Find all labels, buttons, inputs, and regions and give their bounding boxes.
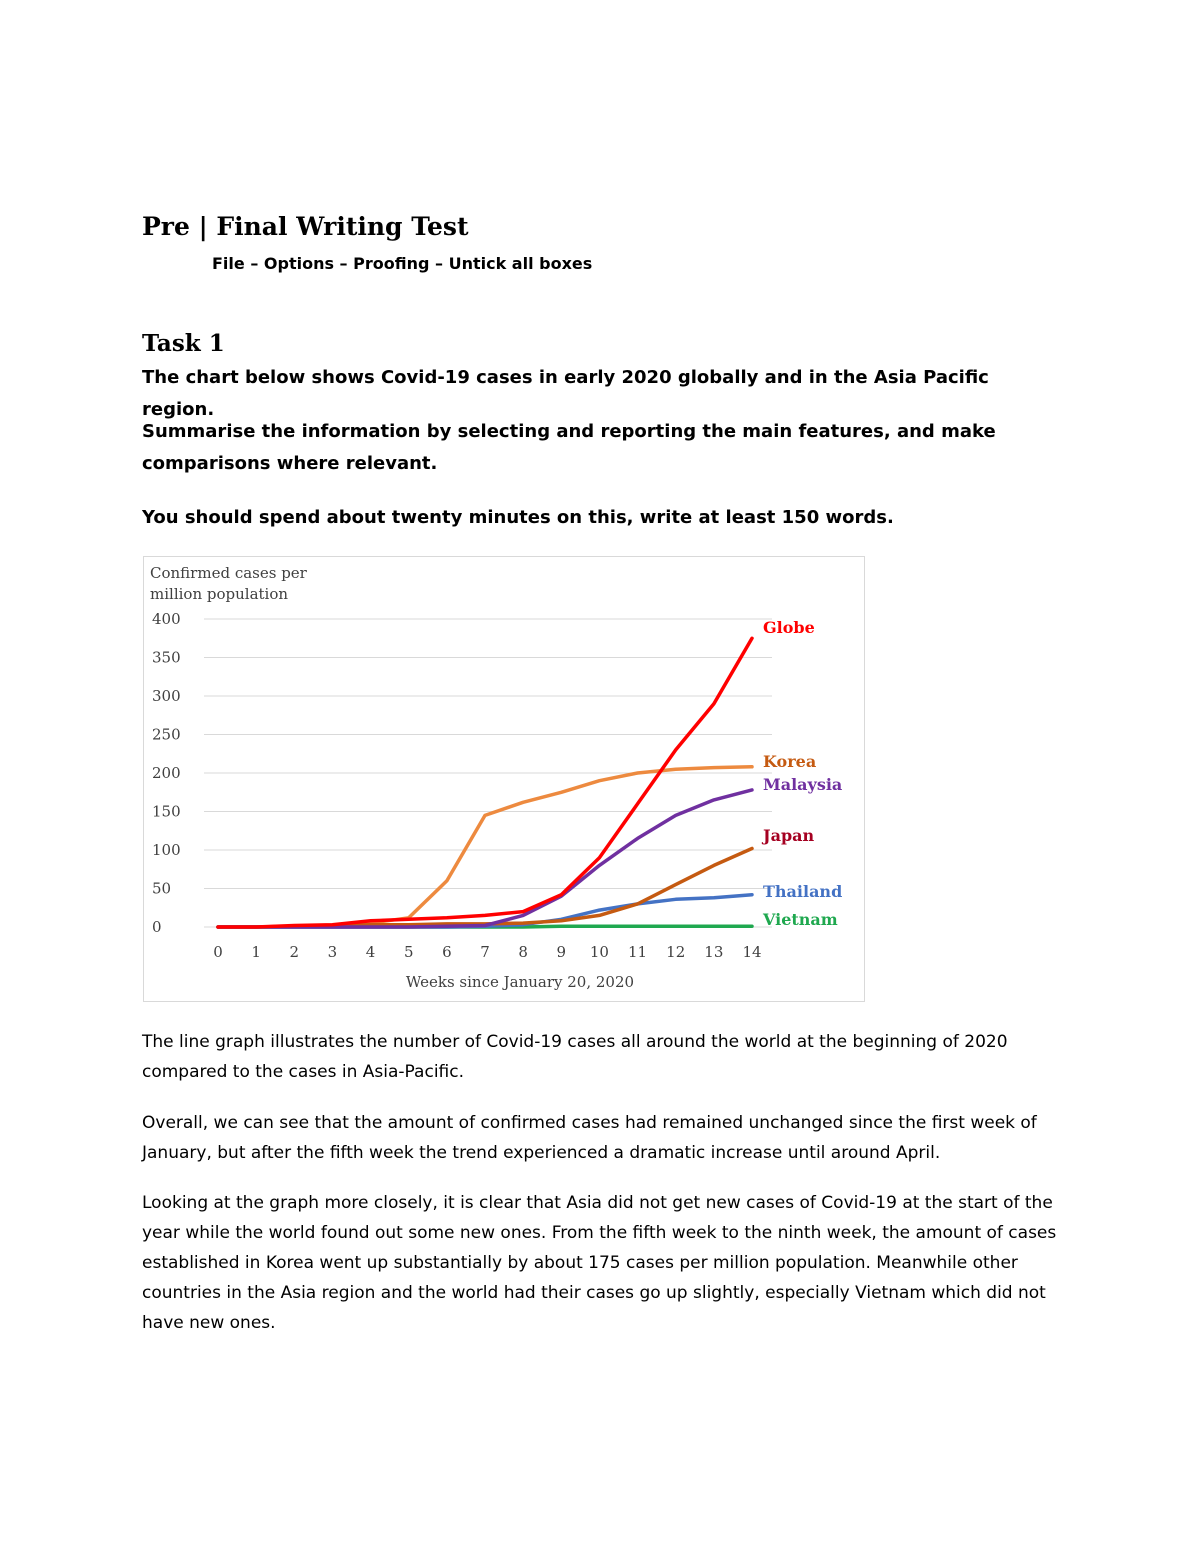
x-tick-label: 5 xyxy=(403,943,414,961)
y-tick-label: 0 xyxy=(152,918,162,936)
x-tick-label: 14 xyxy=(742,943,762,961)
x-tick-label: 6 xyxy=(442,943,452,961)
y-tick-label: 150 xyxy=(152,802,181,821)
x-tick-label: 7 xyxy=(480,943,490,961)
y-axis-label-line1: Confirmed cases per xyxy=(150,564,307,582)
series-label-thailand: Thailand xyxy=(763,882,843,901)
y-tick-label: 250 xyxy=(152,725,181,744)
prompt-time-limit: You should spend about twenty minutes on this, write at least 150 words. xyxy=(142,507,894,528)
essay-paragraph-2: Overall, we can see that the amount of confirmed cases had remained unchanged since the first week of January, but after the fifth week the trend experienced a dramatic increase until around April. xyxy=(142,1113,1037,1163)
x-tick-label: 4 xyxy=(365,943,376,961)
y-axis-ticks xyxy=(152,610,181,936)
series-label-malaysia: Malaysia xyxy=(763,775,843,794)
series-line-korea xyxy=(218,767,752,927)
document-title: Pre | Final Writing Test xyxy=(142,212,469,241)
series-label-globe: Globe xyxy=(763,618,815,637)
line-chart xyxy=(143,556,865,1002)
series-lines xyxy=(218,638,752,927)
essay-paragraph-3: Looking at the graph more closely, it is clear that Asia did not get new cases of Covid-19 at the start of the year while the world found out some new ones. From the fifth week to the ninth week, the amount of cases established in Korea went up substantially by about 175 cases per million population. Meanwhile other countries in the Asia region and the world had their cases go up slightly, especially Vietnam which did not have new ones. xyxy=(142,1193,1057,1333)
series-label-vietnam: Vietnam xyxy=(763,910,838,929)
prompt-chart-description: The chart below shows Covid-19 cases in early 2020 globally and in the Asia Pacific region. xyxy=(142,367,989,420)
series-label-japan: Japan xyxy=(763,826,815,845)
x-tick-label: 3 xyxy=(327,943,338,961)
x-tick-label: 12 xyxy=(666,943,686,961)
x-axis-ticks xyxy=(213,943,761,961)
y-tick-label: 100 xyxy=(152,841,181,859)
task-heading: Task 1 xyxy=(142,330,225,357)
y-tick-label: 200 xyxy=(152,764,181,782)
x-tick-label: 10 xyxy=(589,943,609,961)
series-labels xyxy=(761,618,842,929)
y-tick-label: 400 xyxy=(152,610,181,628)
series-label-korea: Korea xyxy=(763,752,817,771)
x-tick-label: 0 xyxy=(213,943,223,961)
series-line-malaysia xyxy=(218,790,752,927)
document-subtitle: File – Options – Proofing – Untick all boxes xyxy=(212,254,593,273)
series-line-globe xyxy=(218,638,752,927)
prompt-summarise: Summarise the information by selecting and reporting the main features, and make comparisons where relevant. xyxy=(142,421,996,474)
chart-canvas xyxy=(144,557,866,1003)
y-tick-label: 50 xyxy=(152,879,172,898)
x-tick-label: 2 xyxy=(289,943,300,961)
x-tick-label: 1 xyxy=(251,943,261,961)
x-tick-label: 11 xyxy=(628,943,648,961)
x-tick-label: 13 xyxy=(704,943,724,961)
y-tick-label: 350 xyxy=(152,648,181,667)
y-axis-label-line2: million population xyxy=(150,585,289,603)
x-tick-label: 8 xyxy=(518,943,528,961)
essay-paragraph-1: The line graph illustrates the number of Covid-19 cases all around the world at the beginning of 2020 compared to the cases in Asia-Pacific. xyxy=(142,1032,1008,1082)
y-tick-label: 300 xyxy=(152,687,181,705)
x-axis-label: Weeks since January 20, 2020 xyxy=(405,973,635,991)
x-tick-label: 9 xyxy=(556,943,567,961)
